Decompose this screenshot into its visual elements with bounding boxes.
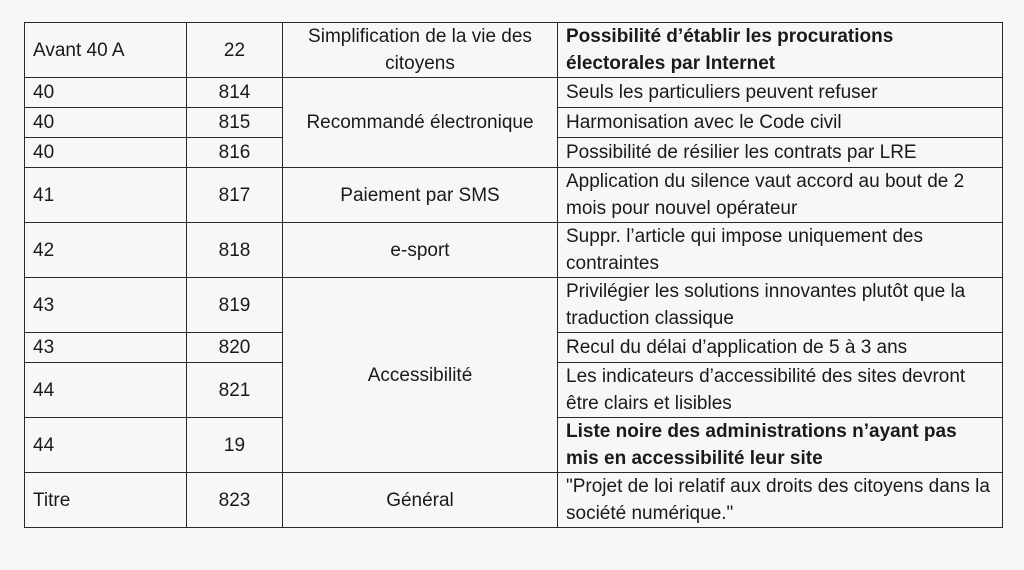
amendment-number-cell: 814 [187, 78, 283, 108]
amendment-number-cell: 817 [187, 168, 283, 223]
description-cell: Harmonisation avec le Code civil [558, 108, 1003, 138]
theme-cell: Paiement par SMS [283, 168, 558, 223]
description-cell: "Projet de loi relatif aux droits des citoyens dans la société numérique." [558, 473, 1003, 528]
article-cell: 43 [25, 333, 187, 363]
theme-cell: e-sport [283, 223, 558, 278]
description-cell: Les indicateurs d’accessibilité des sites devront être clairs et lisibles [558, 363, 1003, 418]
amendment-number-cell: 819 [187, 278, 283, 333]
description-cell: Possibilité de résilier les contrats par LRE [558, 138, 1003, 168]
amendment-number-cell: 820 [187, 333, 283, 363]
table-row [25, 223, 1003, 278]
amendment-number-cell: 821 [187, 363, 283, 418]
amendment-number-cell: 816 [187, 138, 283, 168]
article-cell: 42 [25, 223, 187, 278]
amendment-number-cell: 815 [187, 108, 283, 138]
article-cell: 43 [25, 278, 187, 333]
amendment-number-cell: 818 [187, 223, 283, 278]
article-cell: 40 [25, 78, 187, 108]
amendment-number-cell: 19 [187, 418, 283, 473]
article-cell: 40 [25, 138, 187, 168]
amendment-number-cell: 22 [187, 23, 283, 78]
article-cell: Avant 40 A [25, 23, 187, 78]
theme-cell: Accessibilité [283, 278, 558, 473]
amendments-table [24, 22, 1003, 528]
description-cell: Recul du délai d’application de 5 à 3 ans [558, 333, 1003, 363]
description-cell: Liste noire des administrations n’ayant pas mis en accessibilité leur site [558, 418, 1003, 473]
table-row [25, 78, 1003, 108]
article-cell: 44 [25, 363, 187, 418]
article-cell: 41 [25, 168, 187, 223]
description-cell: Application du silence vaut accord au bout de 2 mois pour nouvel opérateur [558, 168, 1003, 223]
table-row [25, 168, 1003, 223]
article-cell: 44 [25, 418, 187, 473]
table-row [25, 23, 1003, 78]
table-row [25, 473, 1003, 528]
theme-cell: Recommandé électronique [283, 78, 558, 168]
amendment-number-cell: 823 [187, 473, 283, 528]
theme-cell: Général [283, 473, 558, 528]
description-cell: Privilégier les solutions innovantes plutôt que la traduction classique [558, 278, 1003, 333]
description-cell: Possibilité d’établir les procurations électorales par Internet [558, 23, 1003, 78]
article-cell: 40 [25, 108, 187, 138]
article-cell: Titre [25, 473, 187, 528]
description-cell: Suppr. l’article qui impose uniquement des contraintes [558, 223, 1003, 278]
theme-cell: Simplification de la vie des citoyens [283, 23, 558, 78]
table-row [25, 278, 1003, 333]
description-cell: Seuls les particuliers peuvent refuser [558, 78, 1003, 108]
